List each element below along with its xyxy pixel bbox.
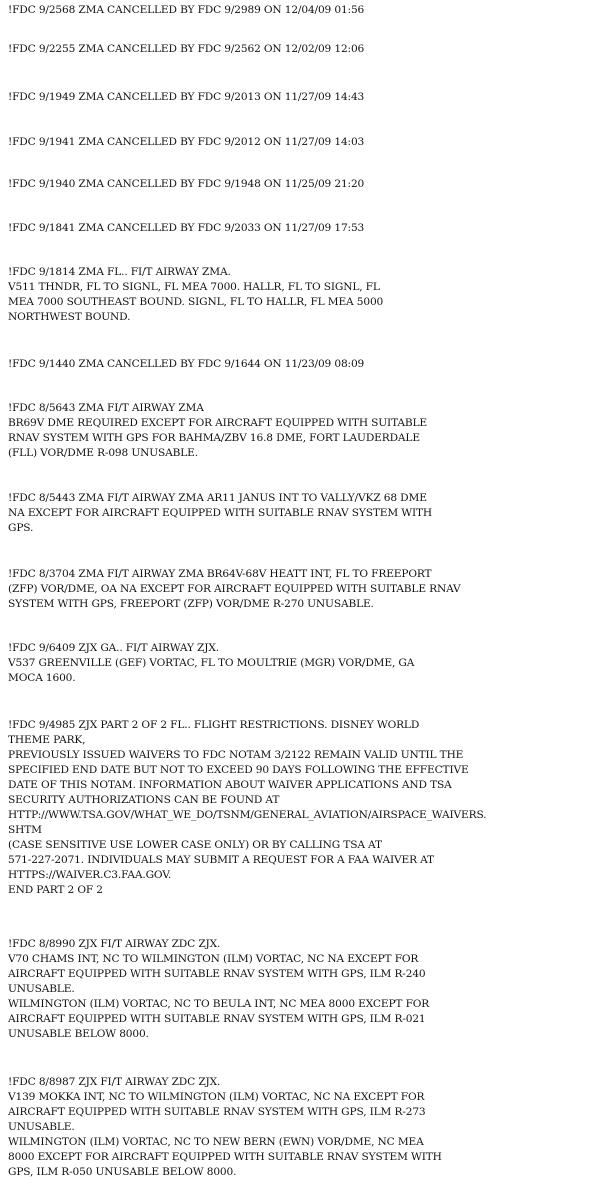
notam-line: !FDC 9/1841 ZMA CANCELLED BY FDC 9/2033 ON 11/27/09 17:53	[8, 222, 365, 234]
notam-entry	[8, 357, 594, 372]
notam-entry	[8, 221, 594, 236]
notam-line: 8000 EXCEPT FOR AIRCRAFT EQUIPPED WITH SUITABLE RNAV SYSTEM WITH	[8, 1151, 442, 1163]
notam-line: END PART 2 OF 2	[8, 884, 103, 896]
notam-line: V70 CHAMS INT, NC TO WILMINGTON (ILM) VORTAC, NC NA EXCEPT FOR	[8, 953, 419, 965]
notam-line: !FDC 9/2568 ZMA CANCELLED BY FDC 9/2989 ON 12/04/09 01:56	[8, 4, 365, 16]
notam-entry	[8, 401, 594, 461]
notam-line: SHTM	[8, 824, 42, 836]
notam-line: !FDC 8/3704 ZMA FI/T AIRWAY ZMA BR64V-68V HEATT INT, FL TO FREEPORT	[8, 568, 432, 580]
notam-line: !FDC 8/8990 ZJX FI/T AIRWAY ZDC ZJX.	[8, 938, 221, 950]
notam-line: !FDC 9/4985 ZJX PART 2 OF 2 FL.. FLIGHT RESTRICTIONS. DISNEY WORLD	[8, 719, 420, 731]
notam-entry	[8, 42, 594, 57]
notam-line: NA EXCEPT FOR AIRCRAFT EQUIPPED WITH SUITABLE RNAV SYSTEM WITH	[8, 507, 433, 519]
notam-line: !FDC 9/1814 ZMA FL.. FI/T AIRWAY ZMA.	[8, 266, 231, 278]
notam-entry	[8, 265, 594, 325]
notam-line: NORTHWEST BOUND.	[8, 311, 131, 323]
notam-line: DATE OF THIS NOTAM. INFORMATION ABOUT WAIVER APPLICATIONS AND TSA	[8, 779, 452, 791]
notam-line: V511 THNDR, FL TO SIGNL, FL MEA 7000. HALLR, FL TO SIGNL, FL	[8, 281, 380, 293]
notam-line: WILMINGTON (ILM) VORTAC, NC TO NEW BERN (EWN) VOR/DME, NC MEA	[8, 1136, 424, 1148]
notam-line: !FDC 8/5443 ZMA FI/T AIRWAY ZMA AR11 JANUS INT TO VALLY/VKZ 68 DME	[8, 492, 427, 504]
notam-line: (FLL) VOR/DME R-098 UNUSABLE.	[8, 447, 198, 459]
notam-line: MEA 7000 SOUTHEAST BOUND. SIGNL, FL TO HALLR, FL MEA 5000	[8, 296, 384, 308]
notam-line: V537 GREENVILLE (GEF) VORTAC, FL TO MOULTRIE (MGR) VOR/DME, GA	[8, 657, 415, 669]
notam-line: MOCA 1600.	[8, 672, 76, 684]
notam-line: AIRCRAFT EQUIPPED WITH SUITABLE RNAV SYSTEM WITH GPS, ILM R-273	[8, 1106, 426, 1118]
notam-line: SPECIFIED END DATE BUT NOT TO EXCEED 90 DAYS FOLLOWING THE EFFECTIVE	[8, 764, 469, 776]
notam-line: !FDC 9/1941 ZMA CANCELLED BY FDC 9/2012 ON 11/27/09 14:03	[8, 136, 365, 148]
notam-line: !FDC 9/6409 ZJX GA.. FI/T AIRWAY ZJX.	[8, 642, 219, 654]
notam-line: AIRCRAFT EQUIPPED WITH SUITABLE RNAV SYSTEM WITH GPS, ILM R-021	[8, 1013, 426, 1025]
notam-line: PREVIOUSLY ISSUED WAIVERS TO FDC NOTAM 3/2122 REMAIN VALID UNTIL THE	[8, 749, 464, 761]
notam-entry	[8, 90, 594, 105]
notam-entry	[8, 718, 594, 898]
notam-line: THEME PARK,	[8, 734, 86, 746]
notam-line: UNUSABLE BELOW 8000.	[8, 1028, 149, 1040]
notam-line: V139 MOKKA INT, NC TO WILMINGTON (ILM) VORTAC, NC NA EXCEPT FOR	[8, 1091, 425, 1103]
notam-entry	[8, 3, 594, 18]
notam-entry	[8, 177, 594, 192]
notam-line: (ZFP) VOR/DME, OA NA EXCEPT FOR AIRCRAFT EQUIPPED WITH SUITABLE RNAV	[8, 583, 461, 595]
notam-entry	[8, 937, 594, 1042]
notam-line: 571-227-2071. INDIVIDUALS MAY SUBMIT A REQUEST FOR A FAA WAIVER AT	[8, 854, 434, 866]
notam-line: RNAV SYSTEM WITH GPS FOR BAHMA/ZBV 16.8 DME, FORT LAUDERDALE	[8, 432, 420, 444]
notam-line: HTTP://WWW.TSA.GOV/WHAT_WE_DO/TSNM/GENERAL_AVIATION/AIRSPACE_WAIVERS.	[8, 809, 487, 821]
notam-line: GPS, ILM R-050 UNUSABLE BELOW 8000.	[8, 1166, 237, 1178]
notam-line: BR69V DME REQUIRED EXCEPT FOR AIRCRAFT EQUIPPED WITH SUITABLE	[8, 417, 428, 429]
notam-line: SECURITY AUTHORIZATIONS CAN BE FOUND AT	[8, 794, 280, 806]
notam-entry	[8, 641, 594, 686]
notam-line: AIRCRAFT EQUIPPED WITH SUITABLE RNAV SYSTEM WITH GPS, ILM R-240	[8, 968, 426, 980]
notam-line: (CASE SENSITIVE USE LOWER CASE ONLY) OR BY CALLING TSA AT	[8, 839, 382, 851]
notam-line: HTTPS://WAIVER.C3.FAA.GOV.	[8, 869, 172, 881]
notam-line: UNUSABLE.	[8, 983, 75, 995]
notam-line: !FDC 9/1440 ZMA CANCELLED BY FDC 9/1644 ON 11/23/09 08:09	[8, 358, 365, 370]
notam-line: !FDC 9/1940 ZMA CANCELLED BY FDC 9/1948 ON 11/25/09 21:20	[8, 178, 365, 190]
notam-line: !FDC 9/2255 ZMA CANCELLED BY FDC 9/2562 ON 12/02/09 12:06	[8, 43, 365, 55]
notam-line: !FDC 8/8987 ZJX FI/T AIRWAY ZDC ZJX.	[8, 1076, 221, 1088]
notam-entry	[8, 1075, 594, 1180]
notam-entry	[8, 135, 594, 150]
notam-entry	[8, 567, 594, 612]
notam-line: !FDC 9/1949 ZMA CANCELLED BY FDC 9/2013 ON 11/27/09 14:43	[8, 91, 365, 103]
notam-line: !FDC 8/5643 ZMA FI/T AIRWAY ZMA	[8, 402, 204, 414]
notam-line: SYSTEM WITH GPS, FREEPORT (ZFP) VOR/DME R-270 UNUSABLE.	[8, 598, 374, 610]
notam-line: WILMINGTON (ILM) VORTAC, NC TO BEULA INT, NC MEA 8000 EXCEPT FOR	[8, 998, 430, 1010]
notam-entry	[8, 491, 594, 536]
notam-line: UNUSABLE.	[8, 1121, 75, 1133]
notam-line: GPS.	[8, 522, 34, 534]
